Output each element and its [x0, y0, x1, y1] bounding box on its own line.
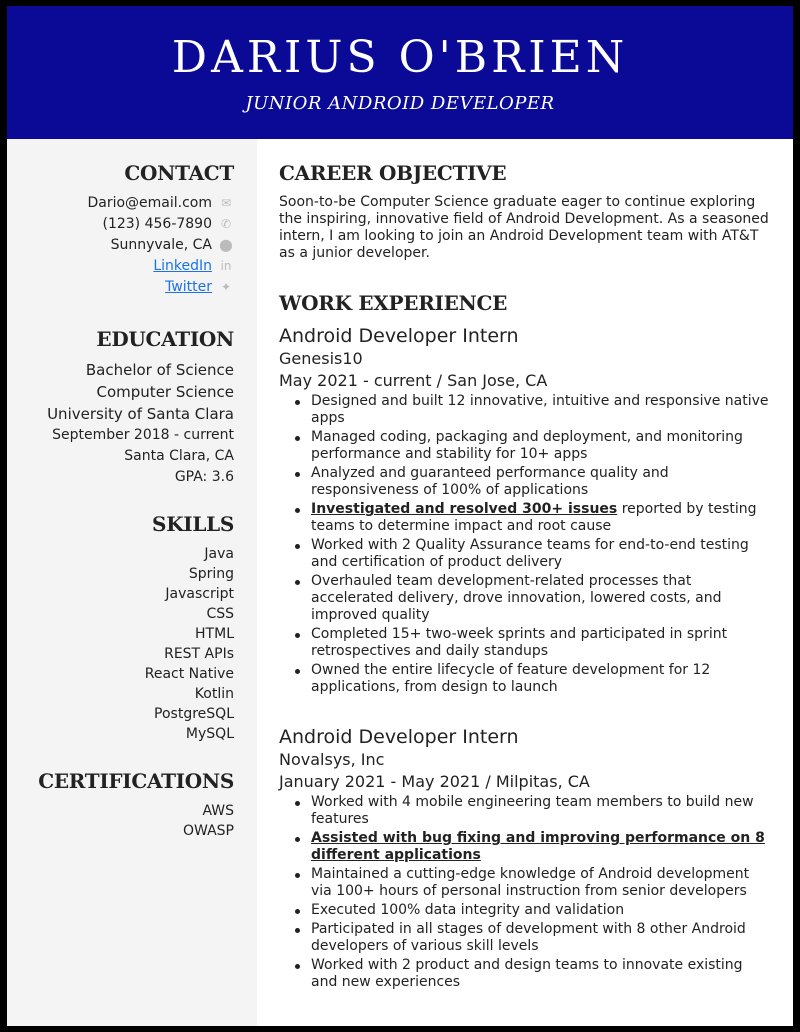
envelope-icon: ✉: [220, 196, 232, 210]
education-dates: September 2018 - current: [52, 427, 234, 443]
job-title: Android Developer Intern: [279, 726, 519, 748]
skill-item: MySQL: [185, 726, 234, 742]
bullet-item: Worked with 2 Quality Assurance teams for end-to-end testing and certification of product delivery: [279, 537, 769, 571]
education-heading: EDUCATION: [96, 327, 234, 351]
resume-page: [7, 6, 793, 1026]
twitter-icon: ✦: [220, 280, 232, 294]
skills-heading: SKILLS: [152, 512, 234, 536]
certification-item: OWASP: [182, 823, 234, 839]
bullet-item: Completed 15+ two-week sprints and participated in sprint retrospectives and daily standups: [279, 626, 769, 660]
skills-section: [145, 512, 234, 744]
bullet-item: Executed 100% data integrity and validation: [279, 902, 769, 919]
job-entry: [279, 725, 769, 993]
education-major: Computer Science: [96, 383, 234, 401]
bullet-item: Owned the entire lifecycle of feature development for 12 applications, from design to launch: [279, 662, 769, 696]
skill-item: React Native: [144, 666, 234, 682]
map-pin-icon: ⬤: [219, 238, 233, 252]
skill-item: PostgreSQL: [154, 706, 234, 722]
bullet-item: Analyzed and guaranteed performance quality and responsiveness of 100% of applications: [279, 465, 769, 499]
contact-email: [87, 193, 234, 214]
bullet-item: Worked with 2 product and design teams to innovate existing and new experiences: [279, 957, 769, 991]
contact-section: [87, 161, 234, 298]
job-entry: [279, 324, 769, 698]
linkedin-link[interactable]: LinkedIn: [153, 258, 212, 274]
bullet-item: Investigated and resolved 300+ issues reported by testing teams to determine impact and root cause: [279, 501, 769, 535]
email-text: Dario@email.com: [87, 195, 212, 211]
bullet-item: Designed and built 12 innovative, intuitive and responsive native apps: [279, 393, 769, 427]
job-company: Genesis10: [279, 349, 363, 368]
certifications-section: [38, 769, 234, 841]
education-school: University of Santa Clara: [47, 405, 234, 423]
twitter-link[interactable]: Twitter: [165, 279, 212, 295]
contact-linkedin: [87, 256, 234, 277]
skill-item: Javascript: [165, 586, 234, 602]
skill-item: HTML: [195, 626, 234, 642]
phone-text: (123) 456-7890: [102, 216, 212, 232]
sidebar: [7, 139, 257, 1026]
experience-heading: WORK EXPERIENCE: [279, 291, 508, 315]
linkedin-icon: in: [220, 259, 232, 273]
job-bullets: [279, 393, 769, 696]
resume-header: [7, 6, 793, 139]
job-company: Novalsys, Inc: [279, 750, 385, 769]
education-section: [47, 327, 234, 488]
education-gpa: GPA: 3.6: [174, 469, 234, 485]
location-text: Sunnyvale, CA: [110, 237, 212, 253]
bullet-item: Worked with 4 mobile engineering team members to build new features: [279, 794, 769, 828]
contact-heading: CONTACT: [124, 161, 234, 185]
skill-item: Kotlin: [194, 686, 234, 702]
bullet-item: Assisted with bug fixing and improving performance on 8 different applications: [279, 830, 769, 864]
job-bullets: [279, 794, 769, 991]
job-dates: May 2021 - current / San Jose, CA: [279, 371, 548, 390]
contact-twitter: [87, 277, 234, 298]
certification-item: AWS: [202, 803, 234, 819]
phone-icon: ✆: [220, 217, 232, 231]
bullet-item: Participated in all stages of development with 8 other Android developers of various skill levels: [279, 921, 769, 955]
certifications-heading: CERTIFICATIONS: [38, 769, 234, 793]
job-title: Android Developer Intern: [279, 325, 519, 347]
candidate-name: DARIUS O'BRIEN: [171, 32, 629, 83]
contact-phone: [87, 214, 234, 235]
skill-item: REST APIs: [164, 646, 234, 662]
contact-location: [87, 235, 234, 256]
candidate-title: JUNIOR ANDROID DEVELOPER: [245, 93, 555, 114]
skill-item: Java: [204, 546, 234, 562]
education-degree: Bachelor of Science: [85, 361, 234, 379]
objective-heading: CAREER OBJECTIVE: [279, 161, 507, 185]
education-location: Santa Clara, CA: [124, 448, 234, 464]
bullet-item: Overhauled team development-related processes that accelerated delivery, drove innovation, lowered costs, and improved quality: [279, 573, 769, 624]
skill-item: CSS: [206, 606, 234, 622]
bullet-item: Managed coding, packaging and deployment, and monitoring performance and stability for 10+ apps: [279, 429, 769, 463]
objective-text: Soon-to-be Computer Science graduate eager to continue exploring the inspiring, innovative field of Android Development. As a seasoned intern, I am looking to join an Android Development team with AT&T as a junior developer.: [279, 194, 769, 261]
skill-item: Spring: [188, 566, 234, 582]
job-dates: January 2021 - May 2021 / Milpitas, CA: [279, 772, 590, 791]
bullet-item: Maintained a cutting-edge knowledge of Android development via 100+ hours of personal instruction from senior developers: [279, 866, 769, 900]
